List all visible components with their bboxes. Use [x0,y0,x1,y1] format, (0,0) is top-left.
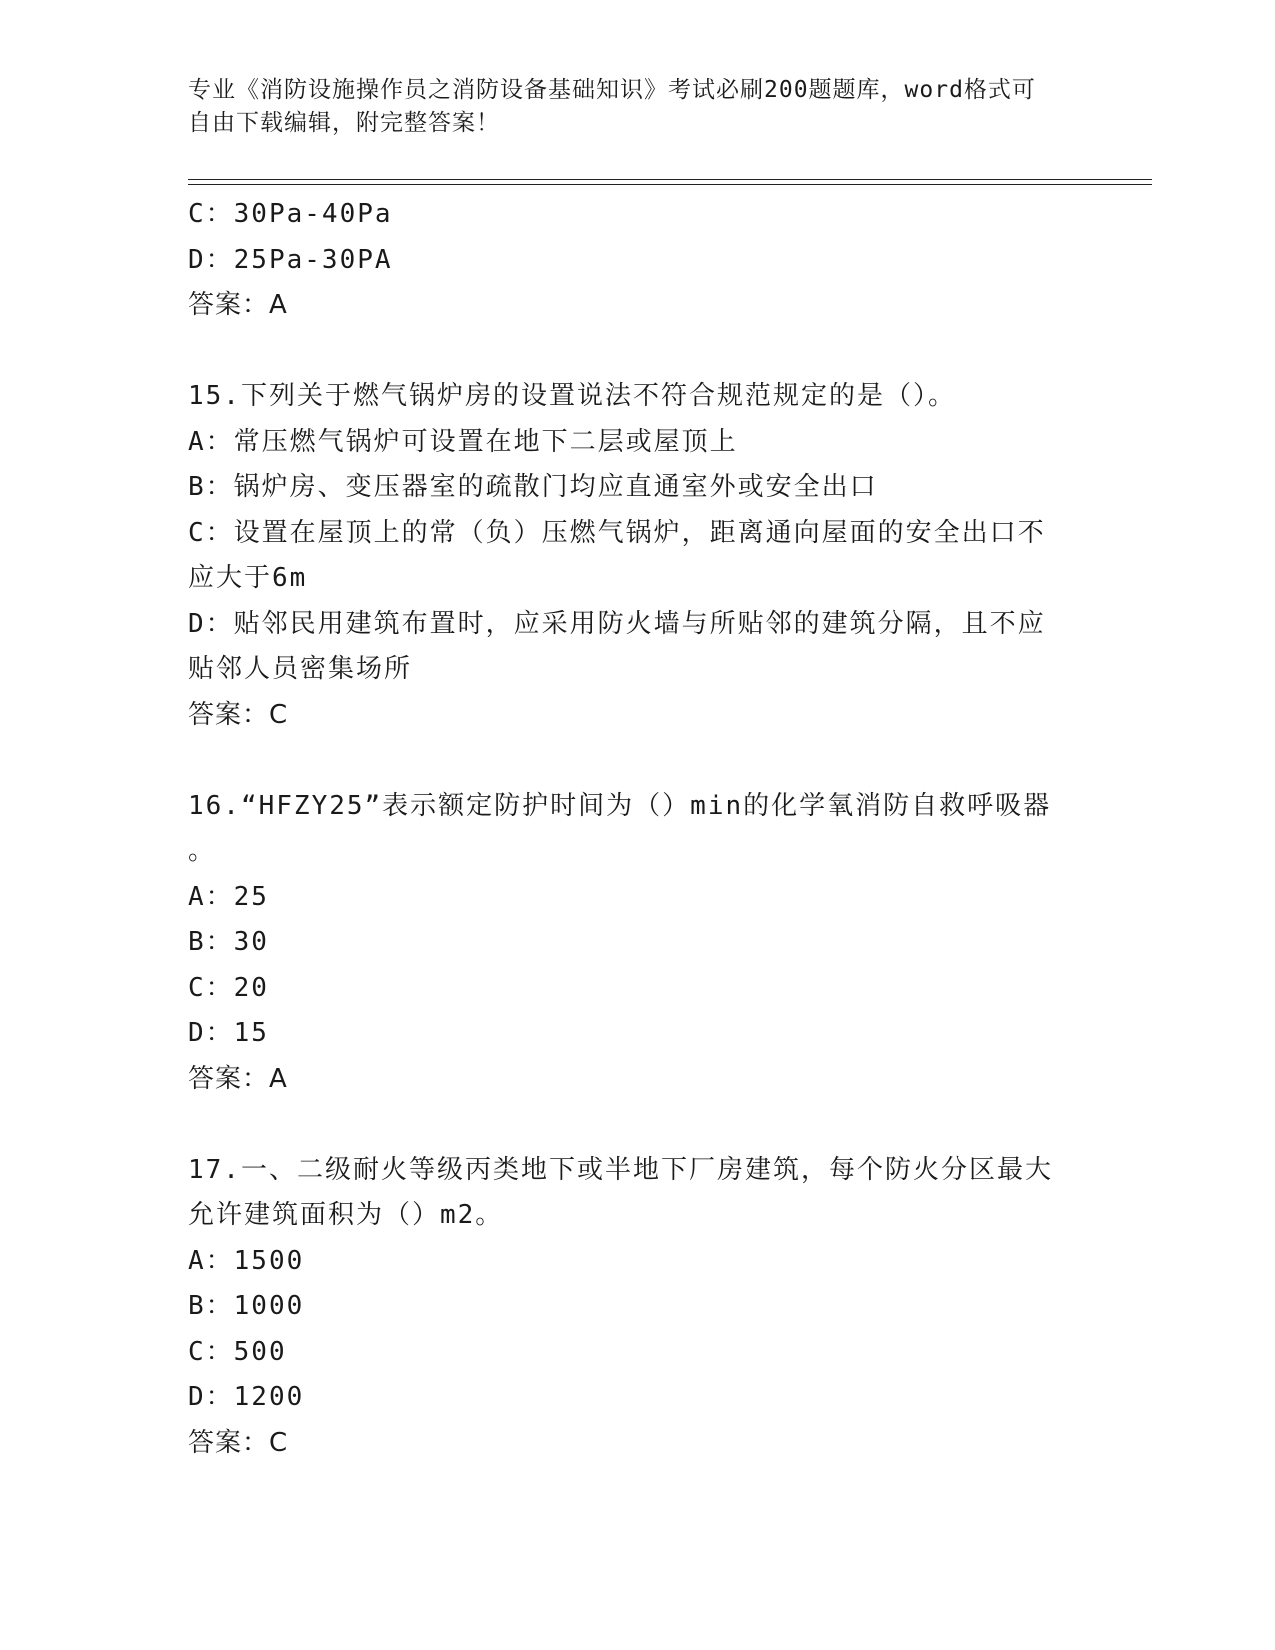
option-d: D：25Pa-30PA [188,244,393,275]
question-14-tail [188,192,1088,329]
option-d: D：15 [188,1018,269,1048]
option-b: B：锅炉房、变压器室的疏散门均应直通室外或安全出口 [188,472,878,502]
answer-line: 答案：A [188,290,288,320]
option-a: A：常压燃气锅炉可设置在地下二层或屋顶上 [188,426,738,457]
question-17 [188,1148,1088,1467]
option-b: B：1000 [188,1291,305,1321]
option-b: B：30 [188,927,269,957]
answer-line: 答案：A [188,1063,288,1094]
option-d: D：1200 [188,1382,305,1412]
spacer [188,738,1088,784]
page-header [188,74,1068,140]
option-c: C：30Pa-40Pa [188,199,393,229]
option-d-line-1: D：贴邻民用建筑布置时，应采用防火墙与所贴邻的建筑分隔，且不应 [188,608,1046,639]
header-divider-bottom [188,184,1152,185]
question-stem-line-1: 17.一、二级耐火等级丙类地下或半地下厂房建筑，每个防火分区最大 [188,1154,1053,1185]
question-15 [188,374,1088,738]
answer-line: 答案：C [188,699,289,730]
option-c-line-1: C：设置在屋顶上的常（负）压燃气锅炉，距离通向屋面的安全出口不 [188,517,1046,548]
question-stem-line-1: 16.“HFZY25”表示额定防护时间为（）min的化学氧消防自救呼吸器 [188,790,1052,821]
option-c: C：20 [188,972,269,1003]
option-c-line-2: 应大于6m [188,563,308,593]
question-list [188,192,1088,1466]
question-stem-line-2: 。 [188,836,217,866]
question-stem: 15.下列关于燃气锅炉房的设置说法不符合规范规定的是（）。 [188,381,956,411]
spacer [188,1102,1088,1148]
header-divider-top [188,179,1152,180]
answer-line: 答案：C [188,1427,289,1458]
option-a: A：1500 [188,1245,305,1276]
option-d-line-2: 贴邻人员密集场所 [188,654,413,684]
header-title-line-1: 专业《消防设施操作员之消防设备基础知识》考试必刷200题题库，word格式可 [188,77,1036,103]
header-title-line-2: 自由下载编辑，附完整答案！ [188,110,500,136]
option-a: A：25 [188,881,269,912]
spacer [188,329,1088,375]
question-stem-line-2: 允许建筑面积为（）m2。 [188,1200,504,1230]
option-c: C：500 [188,1336,287,1367]
question-16 [188,784,1088,1103]
